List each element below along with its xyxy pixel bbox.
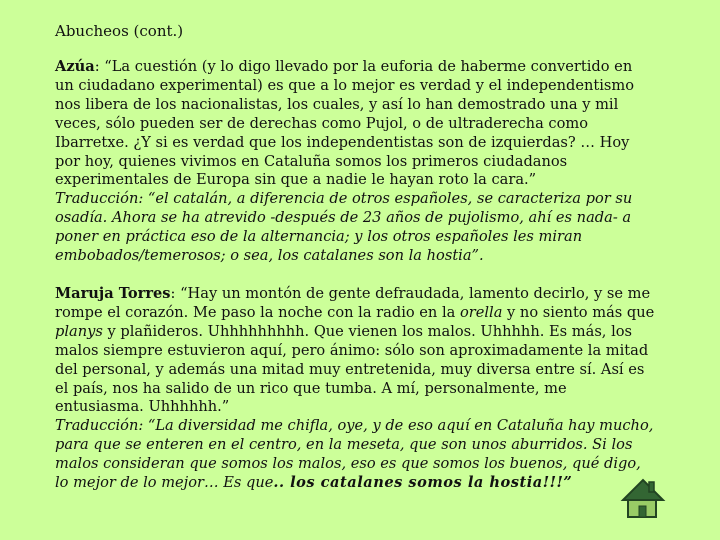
maruja-translation bbox=[55, 417, 655, 493]
spacer bbox=[55, 266, 655, 285]
slide-title: Abucheos (cont.) bbox=[55, 22, 184, 40]
translation-emphasis: .. los catalanes somos la hostia!!!” bbox=[273, 474, 573, 492]
translation-text: Traducción: “La diversidad me chifla, oye, y de eso aquí en Cataluña hay mucho, para que se enteren en el centro, en la meseta, que son unos aburridos. Si los malos consideran que somos los malos, eso es que somos los buenos, qué digo, lo mejor de lo mejor… Es que bbox=[55, 417, 654, 492]
catalan-word: orella bbox=[459, 303, 503, 321]
quote-text: y plañideros. Uhhhhhhhhh. Que vienen los malos. Uhhhhh. Es más, los malos siempre estuvieron aquí, pero ánimo: sólo son aproximadamente la mitad del personal, y además una mitad muy entretenida, muy diversa entre sí. Así es el país, nos ha salido de un rico que tumba. A mí, personalmente, me entusiasma. Uhhhhhh.” bbox=[55, 322, 649, 416]
home-icon bbox=[620, 475, 666, 521]
azua-quote-paragraph bbox=[55, 58, 655, 190]
slide-body bbox=[55, 58, 655, 493]
separator: : bbox=[170, 284, 181, 302]
separator: : bbox=[94, 58, 105, 75]
quote-text: “Hay un montón de gente defraudada, lamento decirlo, y se me rompe el corazón. Me paso la noche con la radio en la bbox=[55, 284, 651, 321]
catalan-word: planys bbox=[55, 322, 103, 340]
azua-translation: Traducción: “el catalán, a diferencia de otros españoles, se caracteriza por su osadía. Ahora se ha atrevido -después de 23 años de pujolismo, ahí es nada- a poner en práctica eso de la alternancia; y los otros españoles les miran embobados/temerosos; o sea, los catalanes son la hostia”. bbox=[55, 190, 633, 265]
quote-text: y no siento más que bbox=[502, 303, 655, 321]
speaker-name: Maruja Torres bbox=[55, 284, 171, 302]
speaker-name: Azúa bbox=[55, 58, 95, 75]
maruja-quote-paragraph bbox=[55, 285, 655, 417]
home-button[interactable] bbox=[620, 475, 666, 521]
quote-text: “La cuestión (y lo digo llevado por la euforia de haberme convertido en un ciudadano experimental) es que a lo mejor es verdad y el independentismo nos libera de los nacionalistas, los cuales, y así lo han demostrado una y mil veces, sólo pueden ser de derechas como Pujol, o de ultraderecha como Ibarretxe. ¿Y si es verdad que los independentistas son de izquierdas? … Hoy por hoy, quienes vivimos en Cataluña somos los primeros ciudadanos experimentales de Europa sin que a nadie le hayan roto la cara.” bbox=[55, 58, 635, 189]
